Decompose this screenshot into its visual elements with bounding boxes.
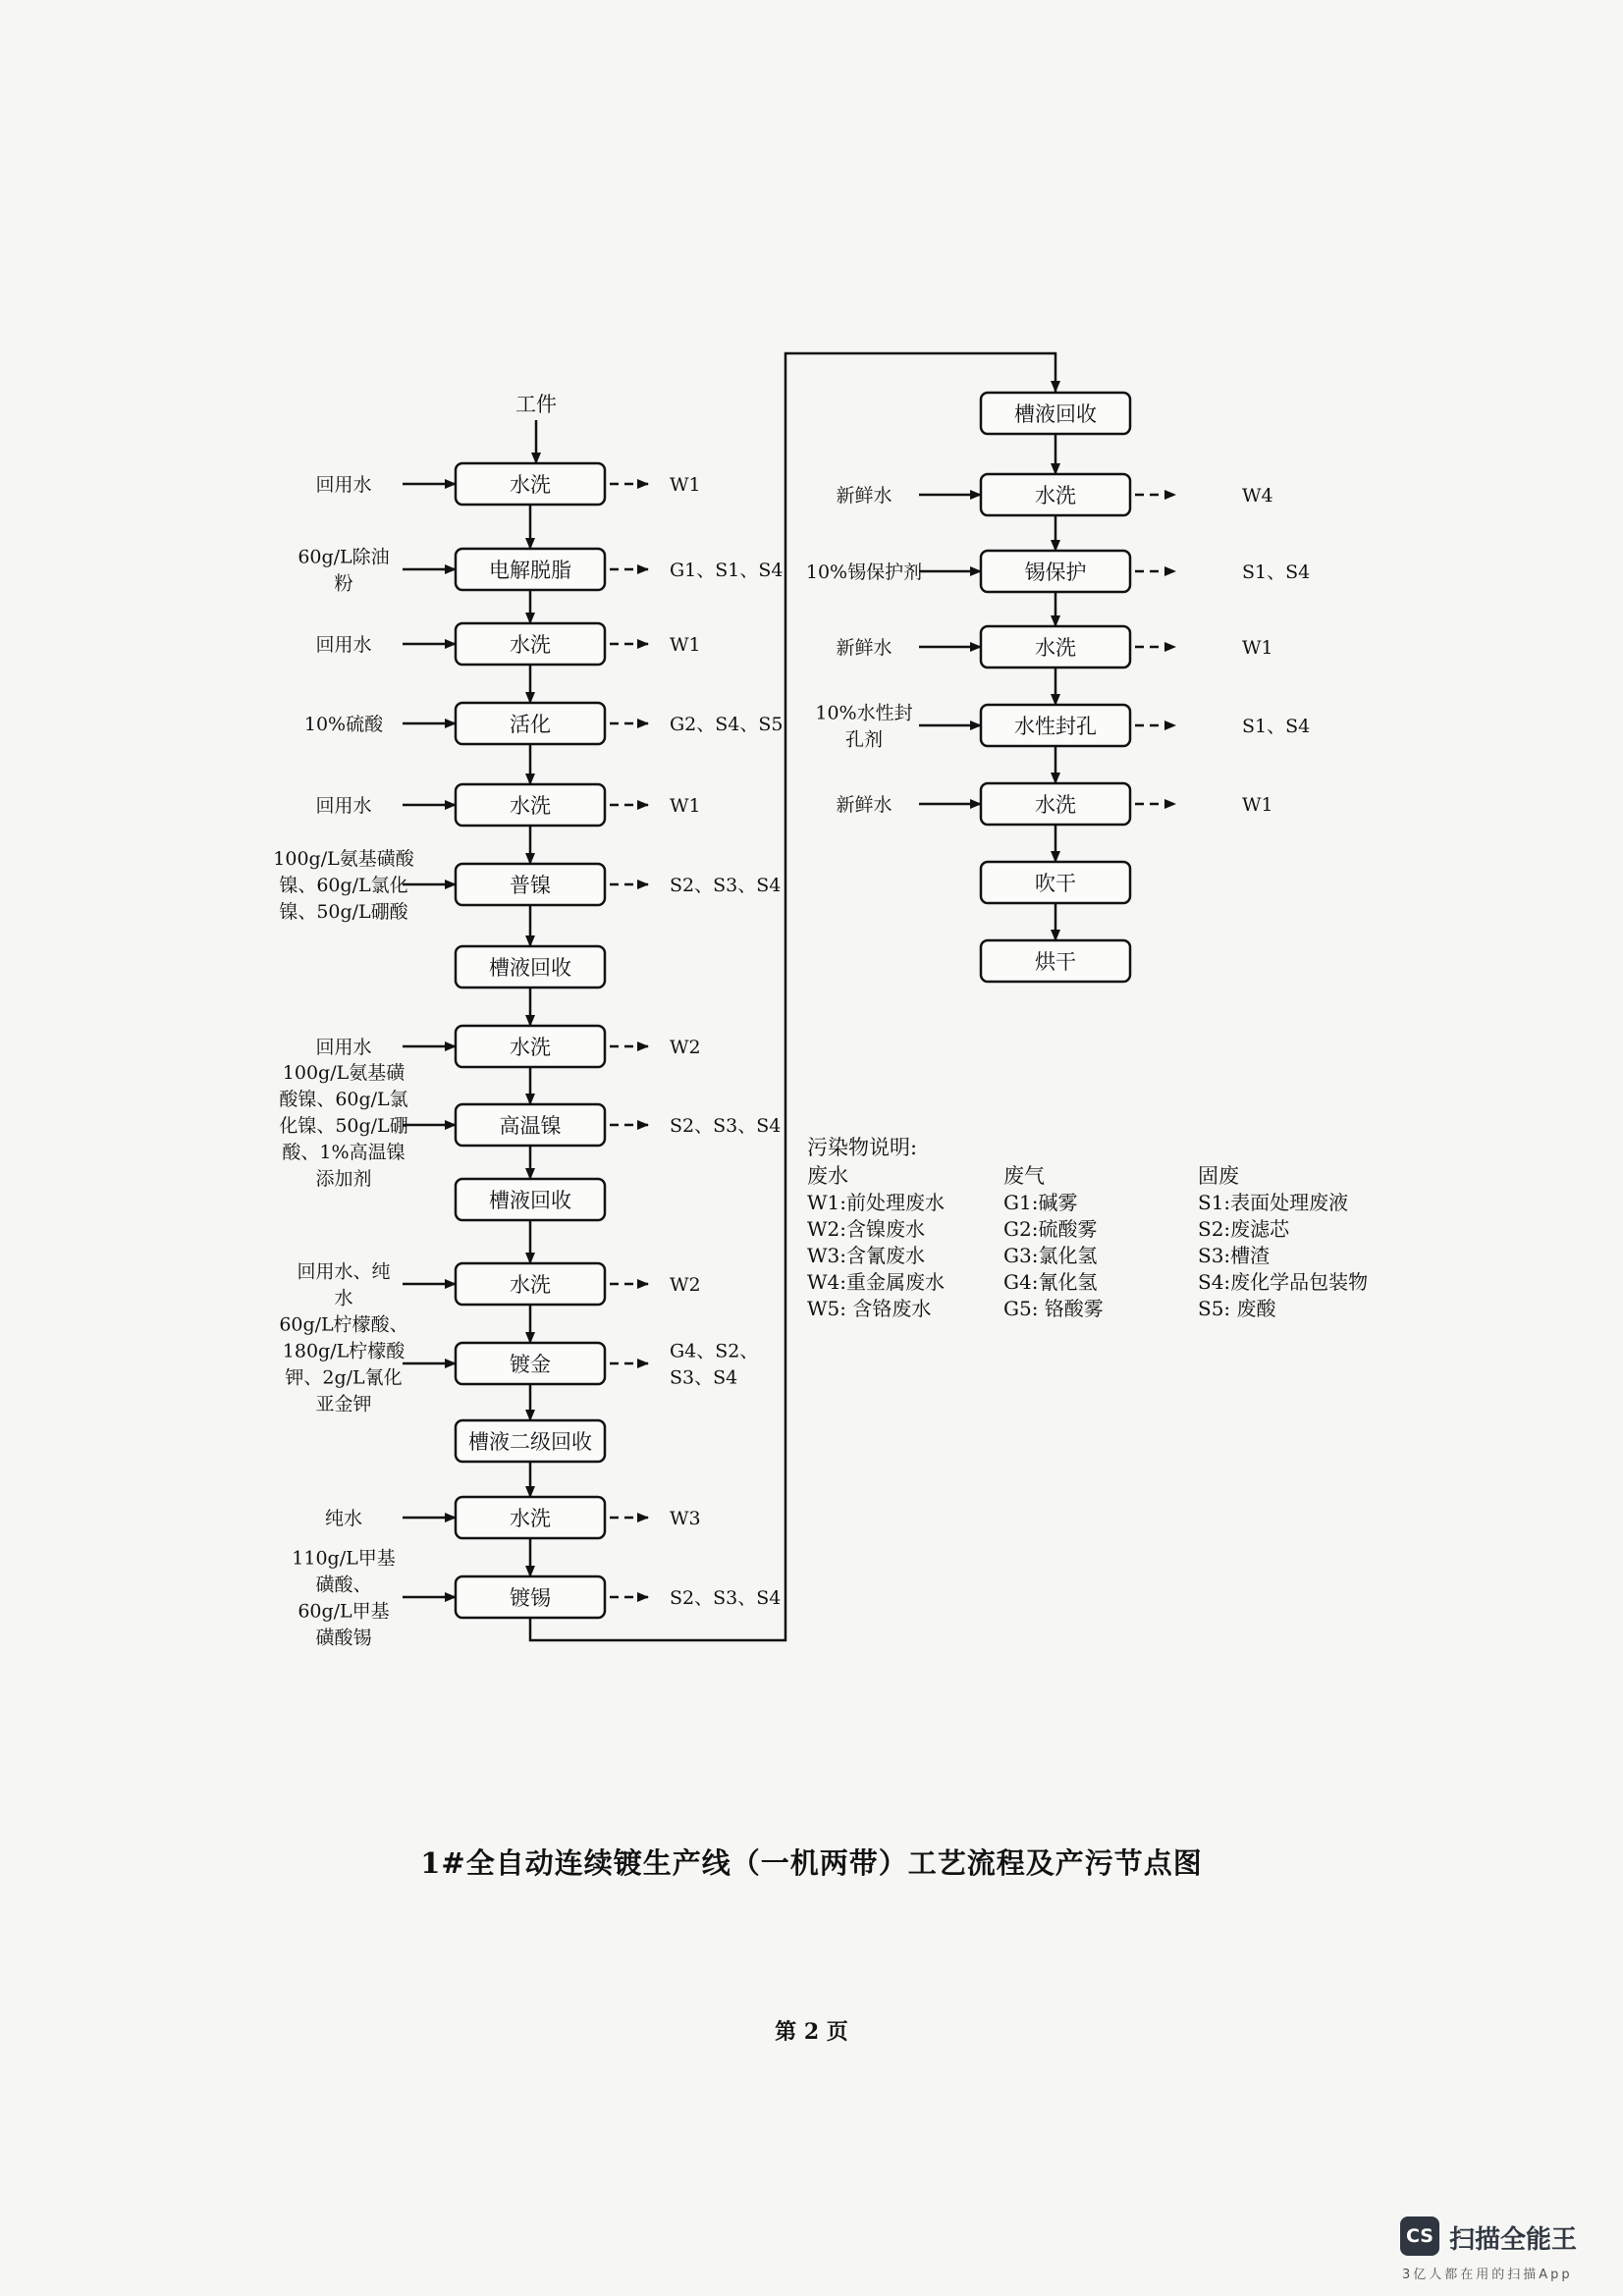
- output-label: G4、S2、: [670, 1340, 759, 1362]
- legend-item: G3:氯化氢: [1003, 1244, 1098, 1267]
- input-label: 60g/L甲基: [298, 1600, 390, 1623]
- legend-column-exhaust: [1003, 1163, 1104, 1322]
- process-label: 水洗: [510, 473, 551, 497]
- process-label: 槽液回收: [489, 1189, 571, 1212]
- legend-item: G4:氰化氢: [1003, 1270, 1098, 1294]
- input-label: 10%水性封: [815, 702, 913, 724]
- process-label: 水性封孔: [1014, 715, 1097, 738]
- input-label: 亚金钾: [315, 1393, 372, 1415]
- input-label: 回用水: [315, 473, 372, 496]
- input-label: 化镍、50g/L硼: [279, 1114, 408, 1137]
- watermark-subtitle: 3亿人都在用的扫描App: [1402, 2268, 1573, 2282]
- legend-item: W3:含氰废水: [807, 1244, 926, 1267]
- input-label: 钾、2g/L氰化: [285, 1366, 403, 1389]
- legend-heading: 废水: [807, 1164, 848, 1188]
- input-label: 添加剂: [315, 1167, 372, 1190]
- process-label: 烘干: [1035, 950, 1076, 974]
- input-label: 酸、1%高温镍: [282, 1141, 406, 1163]
- output-label: S2、S3、S4: [670, 1586, 782, 1609]
- output-label: W1: [670, 633, 701, 656]
- input-label: 粉: [334, 572, 353, 595]
- output-label: W4: [1242, 484, 1273, 507]
- output-label: S3、S4: [670, 1366, 738, 1389]
- legend-item: S3:槽渣: [1198, 1244, 1271, 1267]
- legend-item: W5: 含铬废水: [807, 1297, 932, 1320]
- output-label: G2、S4、S5: [670, 713, 784, 735]
- output-label: W1: [1242, 793, 1273, 816]
- output-label: W1: [670, 794, 701, 817]
- output-label: S2、S3、S4: [670, 874, 782, 896]
- process-label: 水洗: [510, 1507, 551, 1530]
- process-label: 镀锡: [510, 1586, 551, 1610]
- legend-title: 污染物说明:: [807, 1136, 918, 1159]
- input-label: 新鲜水: [836, 636, 893, 659]
- input-label: 新鲜水: [836, 484, 893, 507]
- flow-nodes: [273, 393, 1310, 1648]
- legend-item: S5: 废酸: [1198, 1297, 1276, 1320]
- input-label: 110g/L甲基: [292, 1547, 396, 1570]
- figure-caption: 1#全自动连续镀生产线（一机两带）工艺流程及产污节点图: [420, 1846, 1203, 1880]
- legend-column-solid-waste: [1198, 1163, 1368, 1322]
- pollutant-legend: [807, 1135, 1416, 1331]
- legend-item: W2:含镍废水: [807, 1217, 926, 1241]
- legend-item: G5: 铬酸雾: [1003, 1297, 1104, 1320]
- process-label: 电解脱脂: [489, 559, 571, 582]
- input-label: 10%锡保护剂: [805, 561, 923, 583]
- process-label: 水洗: [1035, 636, 1076, 660]
- process-label: 槽液回收: [489, 956, 571, 980]
- output-label: S1、S4: [1242, 561, 1311, 583]
- input-label: 10%硫酸: [303, 713, 384, 735]
- input-label: 孔剂: [844, 728, 884, 751]
- input-label: 酸镍、60g/L氯: [279, 1088, 408, 1110]
- scanner-watermark: [1400, 2216, 1606, 2285]
- input-label: 新鲜水: [836, 793, 893, 816]
- output-label: W3: [670, 1507, 701, 1529]
- output-label: W1: [1242, 636, 1273, 659]
- process-label: 水洗: [510, 1273, 551, 1297]
- chain-connector: [530, 353, 1055, 1640]
- legend-heading: 废气: [1003, 1164, 1045, 1188]
- process-label: 槽液二级回收: [468, 1430, 592, 1454]
- input-label: 镍、60g/L氯化: [279, 874, 408, 896]
- legend-item: W4:重金属废水: [807, 1270, 946, 1294]
- legend-column-wastewater: [807, 1163, 945, 1322]
- process-label: 水洗: [510, 794, 551, 818]
- process-label: 水洗: [1035, 484, 1076, 507]
- process-label: 水洗: [510, 633, 551, 657]
- input-label: 磺酸锡: [315, 1627, 372, 1649]
- input-label: 回用水: [315, 1036, 372, 1058]
- process-label: 吹干: [1035, 872, 1076, 895]
- input-label: 纯水: [324, 1507, 363, 1529]
- output-label: W1: [670, 473, 701, 496]
- camscanner-logo-icon: CS: [1400, 2216, 1439, 2256]
- input-label: 回用水: [315, 794, 372, 817]
- input-label: 回用水: [315, 633, 372, 656]
- output-label: S1、S4: [1242, 715, 1311, 737]
- process-label: 活化: [510, 713, 551, 736]
- input-label: 60g/L除油: [298, 546, 390, 568]
- process-label: 高温镍: [499, 1114, 562, 1138]
- legend-item: G1:碱雾: [1003, 1191, 1078, 1214]
- output-label: S2、S3、S4: [670, 1114, 782, 1137]
- process-label: 锡保护: [1024, 561, 1087, 584]
- start-label: 工件: [515, 393, 557, 416]
- process-label: 水洗: [1035, 793, 1076, 817]
- legend-item: S2:废滤芯: [1198, 1217, 1290, 1241]
- watermark-name: 扫描全能王: [1449, 2225, 1578, 2255]
- input-label: 100g/L氨基磺酸: [273, 847, 414, 870]
- output-label: W2: [670, 1036, 701, 1058]
- input-label: 60g/L柠檬酸、: [279, 1313, 408, 1336]
- process-label: 槽液回收: [1014, 402, 1097, 426]
- process-label: 普镍: [510, 874, 551, 897]
- input-label: 镍、50g/L硼酸: [279, 900, 408, 923]
- input-label: 回用水、纯: [297, 1260, 391, 1283]
- output-label: W2: [670, 1273, 701, 1296]
- process-label: 水洗: [510, 1036, 551, 1059]
- legend-item: W1:前处理废水: [807, 1191, 946, 1214]
- process-label: 镀金: [510, 1353, 551, 1376]
- output-label: G1、S1、S4: [670, 559, 784, 581]
- input-label: 水: [334, 1287, 353, 1309]
- input-label: 180g/L柠檬酸: [282, 1340, 406, 1362]
- page-number: 第 2 页: [775, 2019, 848, 2045]
- input-label: 磺酸、: [315, 1574, 372, 1596]
- legend-item: S4:废化学品包装物: [1198, 1270, 1369, 1294]
- legend-item: S1:表面处理废液: [1198, 1191, 1349, 1214]
- legend-item: G2:硫酸雾: [1003, 1217, 1098, 1241]
- legend-heading: 固废: [1198, 1164, 1239, 1188]
- input-label: 100g/L氨基磺: [282, 1061, 406, 1084]
